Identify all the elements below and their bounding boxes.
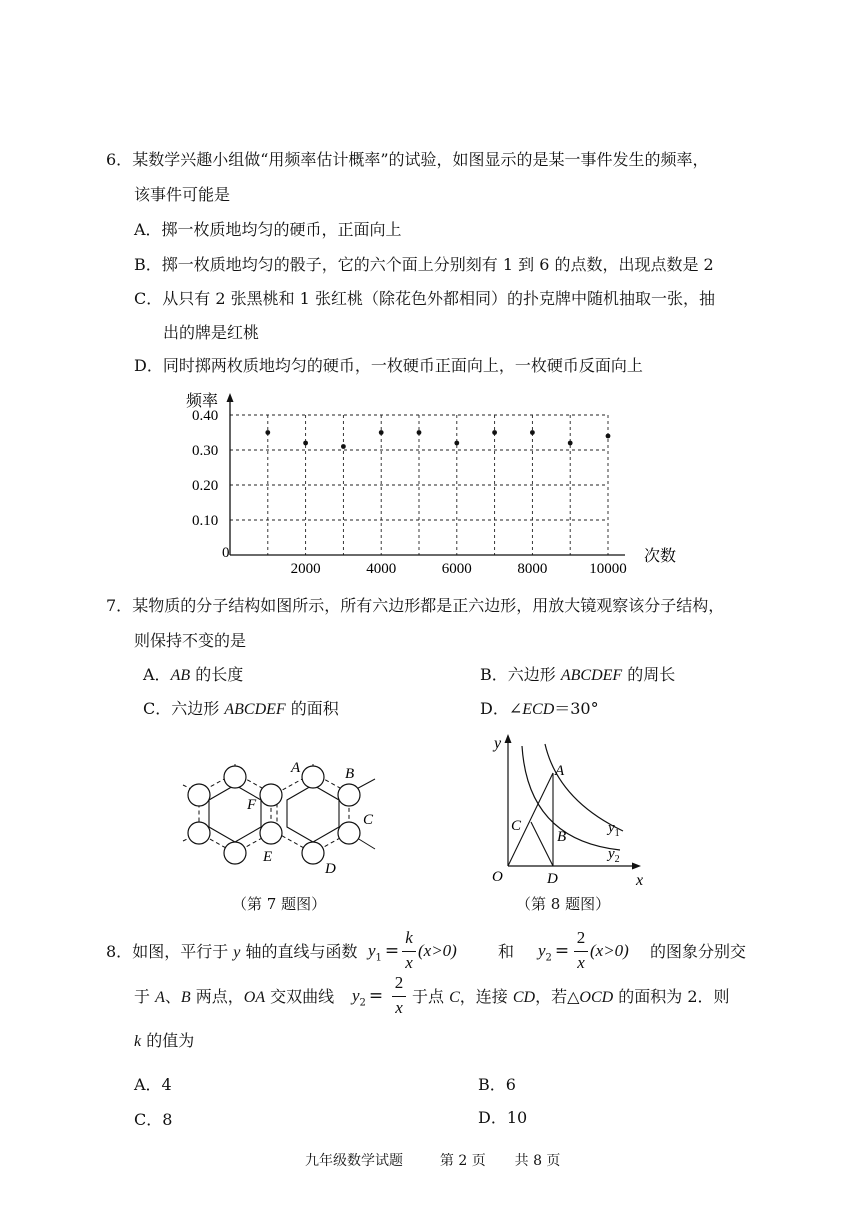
- origin-label: 0: [222, 545, 230, 561]
- figure-7-caption: （第 7 题图）: [232, 895, 327, 913]
- data-point: [265, 430, 270, 435]
- data-point: [530, 430, 535, 435]
- data-point: [417, 430, 422, 435]
- label-C: C: [363, 812, 374, 828]
- q8-and: 和: [498, 942, 515, 961]
- q8-line-2-frac-denominator: x: [395, 998, 403, 1017]
- label-D: D: [325, 861, 336, 877]
- x-tick-label: 4000: [366, 561, 397, 575]
- data-point: [341, 444, 346, 449]
- y-tick-label: 0.10: [192, 513, 219, 529]
- q8-line-2-left: 于 A、B 两点，OA 交双曲线: [134, 987, 335, 1006]
- chart-grid: [230, 415, 608, 555]
- q7-stem-line-1: 7．某物质的分子结构如图所示，所有六边形都是正六边形，用放大镜观察该分子结构，: [106, 596, 725, 615]
- fig8-label-O: O: [492, 869, 503, 885]
- figure-8-graph: [480, 728, 655, 890]
- fig8-label-A: A: [555, 763, 565, 779]
- q6-option-a: A．掷一枚质地均匀的硬币，正面向上: [134, 220, 402, 239]
- fig8-label-y1: $y_1$: [608, 820, 620, 839]
- q8-y2: $y_2$ =: [538, 941, 570, 964]
- q6-option-c-line-2: 出的牌是红桃: [163, 323, 260, 342]
- q8-frac-k-numerator: k: [405, 928, 413, 947]
- label-B: B: [345, 766, 355, 782]
- q8-y1: $y_1$ =: [368, 941, 400, 964]
- data-point: [379, 430, 384, 435]
- q8-line-3: k 的值为: [134, 1031, 195, 1050]
- y-tick-label: 0.40: [192, 408, 219, 424]
- q7-option-a: A．AB 的长度: [143, 665, 244, 684]
- q8-line-2-right: 于点 C，连接 CD，若△OCD 的面积为 2．则: [412, 987, 730, 1006]
- footer: [305, 1150, 560, 1170]
- q8-frac-2-numerator: 2: [576, 928, 586, 947]
- q8-line-1-end: 的图象分别交: [650, 942, 747, 961]
- footer-total: 共 8 页: [514, 1153, 561, 1169]
- figure-7-molecule: [175, 745, 390, 885]
- q7-option-c: C．六边形 ABCDEF 的面积: [143, 699, 339, 718]
- y-axis-label: 频率: [186, 393, 219, 410]
- q8-option-a: A．4: [134, 1075, 172, 1094]
- q6-option-b: B．掷一枚质地均匀的骰子，它的六个面上分别刻有 1 到 6 的点数，出现点数是 2: [134, 255, 714, 274]
- x-tick-label: 10000: [589, 561, 627, 575]
- fig8-label-C: C: [511, 818, 522, 834]
- footer-page: 第 2 页: [439, 1153, 486, 1169]
- fig8-label-x: x: [636, 872, 644, 889]
- data-point: [492, 430, 497, 435]
- frequency-chart: [170, 385, 690, 575]
- q6-stem-line-2: 该事件可能是: [134, 185, 231, 204]
- q8-line-1-left: 8．如图，平行于 y 轴的直线与函数: [106, 942, 358, 961]
- label-E: E: [263, 849, 273, 865]
- chart-axes: [227, 393, 626, 555]
- q8-cond-2: (x>0): [590, 941, 629, 960]
- data-point: [568, 441, 573, 446]
- q7-option-b: B．六边形 ABCDEF 的周长: [480, 665, 676, 684]
- fig8-label-D: D: [547, 871, 558, 887]
- q6-option-c-line-1: C．从只有 2 张黑桃和 1 张红桃（除花色外都相同）的扑克牌中随机抽取一张，抽: [134, 289, 715, 308]
- footer-subject: 九年级数学试题: [305, 1153, 403, 1169]
- data-point: [303, 441, 308, 446]
- q8-cond-1: (x>0): [418, 941, 457, 960]
- q6-stem-line-1: 6．某数学兴趣小组做“用频率估计概率”的试验，如图显示的是某一事件发生的频率，: [106, 150, 709, 169]
- q6-option-d: D．同时掷两枚质地均匀的硬币，一枚硬币正面向上，一枚硬币反面向上: [134, 356, 643, 375]
- q8-frac-k-bar: [402, 951, 416, 952]
- data-point: [454, 441, 459, 446]
- x-tick-label: 8000: [517, 561, 548, 575]
- q8-option-d: D．10: [478, 1108, 528, 1127]
- q8-option-b: B．6: [478, 1075, 516, 1094]
- y-tick-label: 0.30: [192, 443, 219, 459]
- data-point: [606, 434, 611, 439]
- q8-line-2-frac-bar: [392, 996, 406, 997]
- label-F: F: [247, 797, 257, 813]
- q7-option-d: D．∠ECD＝30°: [480, 699, 599, 718]
- q8-frac-2-denominator: x: [577, 953, 585, 972]
- q8-line-2-y2: $y_2$ =: [352, 986, 384, 1009]
- q8-line-2-frac-numerator: 2: [394, 973, 404, 992]
- x-tick-label: 6000: [441, 561, 472, 575]
- x-axis-label: 次数: [644, 548, 677, 565]
- q8-frac-2-bar: [574, 951, 588, 952]
- fig8-label-B: B: [557, 829, 567, 845]
- fig8-label-y2: $y_2$: [608, 846, 620, 865]
- q7-stem-line-2: 则保持不变的是: [134, 631, 247, 650]
- x-tick-label: 2000: [290, 561, 321, 575]
- q8-frac-k-denominator: x: [405, 953, 413, 972]
- label-A: A: [291, 760, 301, 776]
- y-tick-label: 0.20: [192, 478, 219, 494]
- figure-8-caption: （第 8 题图）: [516, 895, 611, 913]
- fig8-label-y: y: [494, 735, 502, 752]
- q8-option-c: C．8: [134, 1110, 173, 1129]
